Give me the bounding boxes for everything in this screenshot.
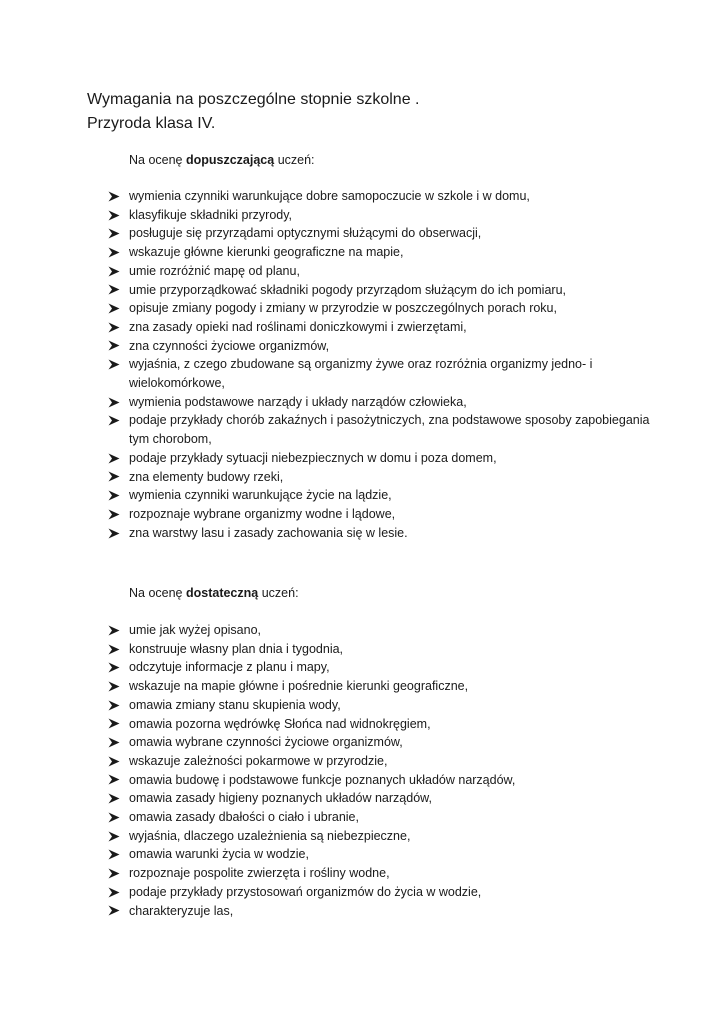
list-item-text: zna elementy budowy rzeki, bbox=[129, 469, 284, 484]
arrowhead-bullet-icon bbox=[108, 733, 122, 752]
document-title-block bbox=[87, 88, 687, 136]
list-item-text: zna warstwy lasu i zasady zachowania się w lesie. bbox=[129, 525, 408, 540]
list-item-text: umie rozróżnić mapę od planu, bbox=[129, 263, 300, 278]
list-item bbox=[106, 789, 666, 808]
list-item-text: charakteryzuje las, bbox=[129, 903, 234, 918]
arrowhead-bullet-icon bbox=[108, 715, 122, 734]
list-item-text: wymienia podstawowe narządy i układy narządów człowieka, bbox=[129, 394, 467, 409]
arrowhead-bullet-icon bbox=[108, 318, 122, 337]
list-item-text: umie jak wyżej opisano, bbox=[129, 623, 262, 637]
arrowhead-bullet-icon bbox=[108, 621, 122, 640]
arrowhead-bullet-icon bbox=[108, 883, 122, 902]
arrowhead-bullet-icon bbox=[108, 902, 122, 921]
arrowhead-bullet-icon bbox=[108, 808, 122, 827]
list-item bbox=[106, 505, 666, 524]
arrowhead-bullet-icon bbox=[108, 187, 122, 206]
arrowhead-bullet-icon bbox=[108, 845, 122, 864]
section-heading-suffix: uczeń: bbox=[258, 586, 299, 600]
arrowhead-bullet-icon bbox=[108, 658, 122, 677]
list-item bbox=[106, 883, 666, 902]
arrowhead-bullet-icon bbox=[108, 206, 122, 225]
arrowhead-bullet-icon bbox=[108, 827, 122, 846]
arrowhead-bullet-icon bbox=[108, 468, 122, 487]
list-item-text: opisuje zmiany pogody i zmiany w przyrodzie w poszczególnych porach roku, bbox=[129, 301, 557, 316]
list-item bbox=[106, 299, 666, 318]
list-item bbox=[106, 524, 666, 543]
list-item bbox=[106, 468, 666, 487]
list-item-text: podaje przykłady przystosowań organizmów do życia w wodzie, bbox=[129, 884, 482, 899]
arrowhead-bullet-icon bbox=[108, 771, 122, 790]
list-item-text: zna czynności życiowe organizmów, bbox=[129, 338, 330, 353]
arrowhead-bullet-icon bbox=[108, 789, 122, 808]
list-item bbox=[106, 262, 666, 281]
list-item bbox=[106, 224, 666, 243]
list-item bbox=[106, 733, 666, 752]
arrowhead-bullet-icon bbox=[108, 486, 122, 505]
arrowhead-bullet-icon bbox=[108, 411, 122, 430]
list-item-text: rozpoznaje pospolite zwierzęta i rośliny wodne, bbox=[129, 866, 390, 881]
list-item-text: wymienia czynniki warunkujące życie na lądzie, bbox=[129, 488, 392, 503]
section-heading-suffix: uczeń: bbox=[274, 153, 315, 167]
arrowhead-bullet-icon bbox=[108, 281, 122, 300]
list-item-text: posługuje się przyrządami optycznymi służącymi do obserwacji, bbox=[129, 226, 482, 241]
list-item-text: omawia budowę i podstawowe funkcje poznanych układów narządów, bbox=[129, 772, 516, 787]
list-item-text: konstruuje własny plan dnia i tygodnia, bbox=[129, 641, 344, 656]
list-item bbox=[106, 243, 666, 262]
list-item bbox=[106, 845, 666, 864]
list-item bbox=[106, 486, 666, 505]
list-item bbox=[106, 808, 666, 827]
list-item bbox=[106, 449, 666, 468]
document-subtitle: Przyroda klasa IV. bbox=[87, 115, 216, 132]
list-item bbox=[106, 393, 666, 412]
list-item bbox=[106, 771, 666, 790]
list-item bbox=[106, 658, 666, 677]
list-item bbox=[106, 318, 666, 337]
arrowhead-bullet-icon bbox=[108, 224, 122, 243]
section-heading-dostateczna bbox=[129, 584, 299, 602]
list-item-text: wskazuje główne kierunki geograficzne na mapie, bbox=[129, 245, 404, 260]
arrowhead-bullet-icon bbox=[108, 337, 122, 356]
arrowhead-bullet-icon bbox=[108, 299, 122, 318]
list-item-text: omawia zmiany stanu skupienia wody, bbox=[129, 697, 341, 712]
list-item bbox=[106, 677, 666, 696]
list-item bbox=[106, 640, 666, 659]
list-item-text: wyjaśnia, dlaczego uzależnienia są niebezpieczne, bbox=[129, 828, 411, 843]
list-item bbox=[106, 696, 666, 715]
list-item bbox=[106, 827, 666, 846]
list-item-text: omawia zasady higieny poznanych układów narządów, bbox=[129, 791, 432, 806]
requirements-list-dopuszczajaca bbox=[106, 187, 666, 542]
arrowhead-bullet-icon bbox=[108, 752, 122, 771]
list-item-text: wymienia czynniki warunkujące dobre samopoczucie w szkole i w domu, bbox=[129, 189, 530, 203]
list-item-text: omawia warunki życia w wodzie, bbox=[129, 847, 309, 862]
arrowhead-bullet-icon bbox=[108, 243, 122, 262]
list-item bbox=[106, 621, 666, 640]
list-item bbox=[106, 902, 666, 921]
section-heading-grade: dopuszczającą bbox=[185, 153, 275, 167]
list-item-text: umie przyporządkować składniki pogody przyrządom służącym do ich pomiaru, bbox=[129, 282, 566, 297]
section-heading-dopuszczajaca bbox=[129, 151, 315, 169]
arrowhead-bullet-icon bbox=[108, 524, 122, 543]
list-item-text: rozpoznaje wybrane organizmy wodne i lądowe, bbox=[129, 506, 396, 521]
arrowhead-bullet-icon bbox=[108, 640, 122, 659]
list-item-text: omawia wybrane czynności życiowe organizmów, bbox=[129, 735, 403, 750]
list-item-text: wskazuje zależności pokarmowe w przyrodzie, bbox=[129, 753, 388, 768]
arrowhead-bullet-icon bbox=[108, 505, 122, 524]
document-title: Wymagania na poszczególne stopnie szkolne . bbox=[87, 91, 420, 108]
list-item-text: zna zasady opieki nad roślinami doniczkowymi i zwierzętami, bbox=[129, 319, 467, 334]
list-item-text: podaje przykłady chorób zakaźnych i pasożytniczych, zna podstawowe sposoby zapobiegania tym chorobom, bbox=[129, 413, 650, 447]
list-item bbox=[106, 187, 666, 206]
list-item bbox=[106, 355, 666, 392]
list-item bbox=[106, 281, 666, 300]
section-heading-grade: dostateczną bbox=[185, 586, 259, 600]
arrowhead-bullet-icon bbox=[108, 677, 122, 696]
list-item-text: podaje przykłady sytuacji niebezpiecznych w domu i poza domem, bbox=[129, 450, 497, 465]
section-heading-prefix: Na ocenę bbox=[129, 153, 186, 167]
list-item bbox=[106, 411, 666, 448]
list-item-text: klasyfikuje składniki przyrody, bbox=[129, 207, 293, 222]
arrowhead-bullet-icon bbox=[108, 696, 122, 715]
requirements-list-dostateczna bbox=[106, 621, 666, 920]
arrowhead-bullet-icon bbox=[108, 449, 122, 468]
list-item-text: wyjaśnia, z czego zbudowane są organizmy żywe oraz rozróżnia organizmy jedno- i wielokomórkowe, bbox=[129, 357, 593, 391]
list-item-text: odczytuje informacje z planu i mapy, bbox=[129, 660, 330, 675]
list-item bbox=[106, 864, 666, 883]
list-item-text: omawia zasady dbałości o ciało i ubranie, bbox=[129, 810, 359, 825]
arrowhead-bullet-icon bbox=[108, 393, 122, 412]
list-item bbox=[106, 206, 666, 225]
section-heading-prefix: Na ocenę bbox=[129, 586, 186, 600]
arrowhead-bullet-icon bbox=[108, 355, 122, 374]
list-item bbox=[106, 715, 666, 734]
list-item bbox=[106, 337, 666, 356]
arrowhead-bullet-icon bbox=[108, 864, 122, 883]
list-item bbox=[106, 752, 666, 771]
arrowhead-bullet-icon bbox=[108, 262, 122, 281]
list-item-text: wskazuje na mapie główne i pośrednie kierunki geograficzne, bbox=[129, 679, 469, 694]
list-item-text: omawia pozorna wędrówkę Słońca nad widnokręgiem, bbox=[129, 716, 431, 731]
